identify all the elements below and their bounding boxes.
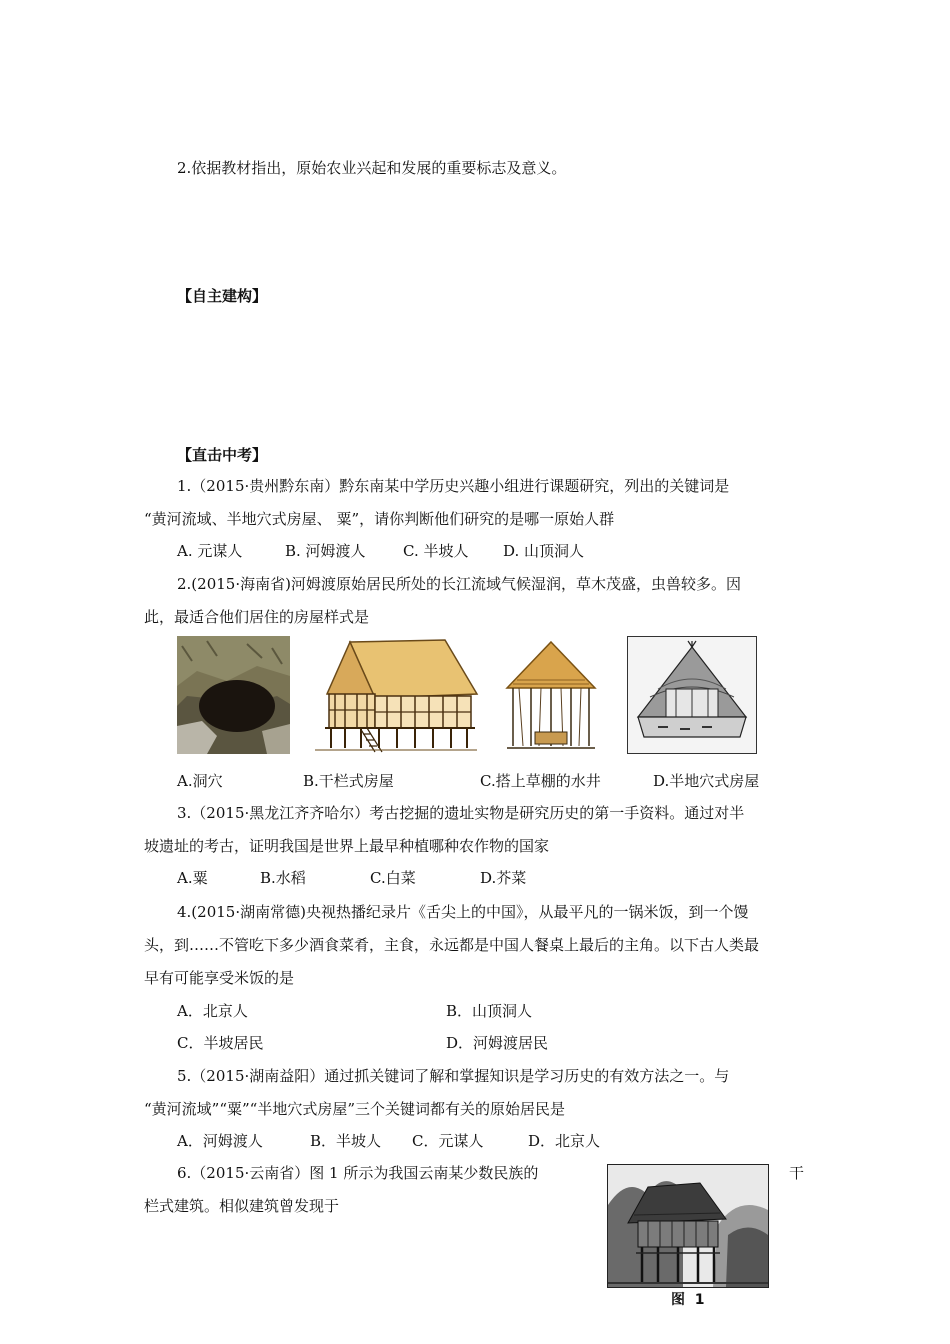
q1-option-b: B. 河姆渡人 <box>285 542 366 560</box>
q5-option-d: D．北京人 <box>528 1132 601 1150</box>
section-heading-self-construction: 【自主建构】 <box>177 287 268 305</box>
q6-line-1-end: 干 <box>789 1164 805 1182</box>
q2-option-d: D.半地穴式房屋 <box>653 772 760 790</box>
q2-option-a: A.洞穴 <box>177 772 223 790</box>
q5-option-c: C．元谋人 <box>412 1132 484 1150</box>
q1-option-a: A. 元谋人 <box>177 542 243 560</box>
q4-line-1: 4.(2015·湖南常德)央视热播纪录片《舌尖上的中国》，从最平凡的一锅米饭，到一个馒 <box>177 903 749 921</box>
q3-option-d: D.芥菜 <box>480 869 527 887</box>
semi-subterranean-house-image <box>627 636 757 754</box>
q1-option-d: D. 山顶洞人 <box>503 542 585 560</box>
q2-option-c: C.搭上草棚的水井 <box>480 772 601 790</box>
q4-line-2: 头，到……不管吃下多少酒食菜肴，主食，永远都是中国人餐桌上最后的主角。以下古人类最 <box>144 936 760 954</box>
stilt-house-image <box>305 636 483 754</box>
q4-line-3: 早有可能享受米饭的是 <box>144 969 295 987</box>
q3-line-1: 3.（2015·黑龙江齐齐哈尔）考古挖掘的遗址实物是研究历史的第一手资料。通过对半 <box>177 804 745 822</box>
q5-line-2: “黄河流域”“粟”“半地穴式房屋”三个关键词都有关的原始居民是 <box>144 1100 566 1118</box>
q1-option-c: C. 半坡人 <box>403 542 469 560</box>
question-prompt-2: 2.依据教材指出，原始农业兴起和发展的重要标志及意义。 <box>177 159 567 177</box>
q1-line-1: 1.（2015·贵州黔东南）黔东南某中学历史兴趣小组进行课题研究，列出的关键词是 <box>177 477 730 495</box>
q6-line-1: 6.（2015·云南省）图 1 所示为我国云南某少数民族的 <box>177 1164 539 1182</box>
q5-option-b: B．半坡人 <box>310 1132 382 1150</box>
q3-option-c: C.白菜 <box>370 869 416 887</box>
section-heading-exam: 【直击中考】 <box>177 446 268 464</box>
q6-line-2: 栏式建筑。相似建筑曾发现于 <box>144 1197 340 1215</box>
q3-option-a: A.粟 <box>177 869 208 887</box>
figure-1-stilt-building-photo <box>607 1164 769 1288</box>
q4-option-b: B．山顶洞人 <box>446 1002 533 1020</box>
q3-option-b: B.水稻 <box>260 869 306 887</box>
q4-option-d: D．河姆渡居民 <box>446 1034 549 1052</box>
q3-line-2: 坡遗址的考古，证明我国是世界上最早种植哪种农作物的国家 <box>144 837 550 855</box>
q5-line-1: 5.（2015·湖南益阳）通过抓关键词了解和掌握知识是学习历史的有效方法之一。与 <box>177 1067 730 1085</box>
q2-line-2: 此，最适合他们居住的房屋样式是 <box>144 608 370 626</box>
q4-option-c: C．半坡居民 <box>177 1034 264 1052</box>
q1-line-2: “黄河流域、半地穴式房屋、 粟”，请你判断他们研究的是哪一原始人群 <box>144 510 615 528</box>
figure-1-caption: 图 1 <box>671 1292 705 1308</box>
q5-option-a: A．河姆渡人 <box>177 1132 263 1150</box>
q2-line-1: 2.(2015·海南省)河姆渡原始居民所处的长江流域气候湿润，草木茂盛，虫兽较多。因 <box>177 575 741 593</box>
cave-image <box>177 636 290 754</box>
q2-option-b: B.干栏式房屋 <box>303 772 394 790</box>
well-with-thatched-shed-image <box>497 636 605 754</box>
q4-option-a: A．北京人 <box>177 1002 248 1020</box>
